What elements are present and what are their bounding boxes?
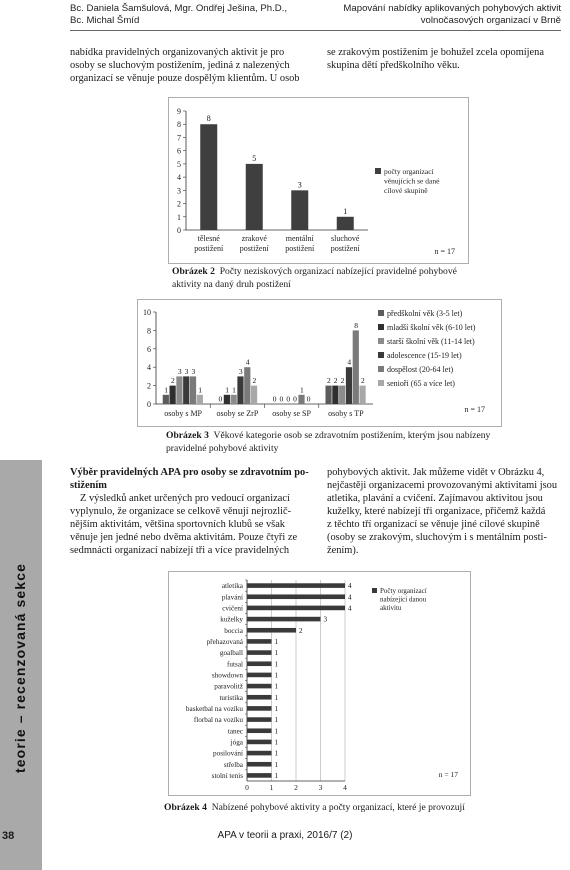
- data-label: 1: [274, 749, 279, 758]
- bar: [247, 751, 272, 756]
- sample-size-note: n = 17: [464, 405, 485, 414]
- x-tick-label: 3: [318, 783, 323, 792]
- figure-4-caption-label: Obrázek 4: [164, 802, 207, 813]
- legend-label: senioři (65 a více let): [387, 379, 455, 388]
- header-authors: [70, 3, 287, 27]
- data-label: 0: [293, 394, 297, 404]
- figure-2-caption: [172, 266, 472, 291]
- data-label: 1: [274, 660, 279, 669]
- header-title-line2: volnočasových organizací v Brně: [420, 15, 561, 26]
- bar: [337, 217, 354, 230]
- bar: [247, 717, 272, 722]
- x-tick-label: 2: [294, 783, 298, 792]
- category-label: osoby se SP: [272, 409, 311, 418]
- legend-label: mladší školní věk (6-10 let): [387, 323, 476, 332]
- bar: [247, 650, 272, 655]
- figure-3-caption-label: Obrázek 3: [166, 430, 209, 441]
- category-label: postižení: [285, 244, 315, 253]
- data-label: 0: [272, 394, 277, 404]
- data-label: 0: [279, 394, 284, 404]
- bar: [247, 639, 272, 644]
- legend-label: starší školní věk (11-14 let): [387, 337, 475, 346]
- bar: [325, 386, 331, 404]
- bar: [224, 395, 230, 404]
- data-label: 4: [348, 593, 352, 602]
- category-label: stolní tenis: [211, 772, 243, 781]
- data-label: 1: [274, 772, 279, 781]
- y-tick-label: 8: [177, 120, 181, 130]
- data-label: 2: [361, 376, 365, 386]
- bar: [183, 376, 189, 404]
- legend-swatch: [378, 310, 384, 316]
- data-label: 1: [274, 727, 279, 736]
- section-sidebar-label: teorie – recenzovaná sekce: [12, 563, 28, 773]
- category-label: basketbal na vozíku: [185, 705, 243, 714]
- sample-size-note: n = 17: [434, 247, 455, 256]
- section-heading-line2: stižením: [70, 480, 107, 491]
- body-right-column: [327, 466, 567, 557]
- legend-label: Počty organizací: [380, 587, 427, 595]
- category-label: futsal: [227, 660, 243, 669]
- intro-left-line: organizací se věnuje pouze dospělým klientům. U osob: [70, 73, 300, 84]
- legend-swatch: [372, 588, 377, 593]
- sample-size-note: n = 17: [438, 770, 458, 779]
- bar: [247, 695, 272, 700]
- data-label: 0: [306, 394, 311, 404]
- bar: [163, 395, 169, 404]
- figure-4-caption: [164, 802, 494, 815]
- bar: [247, 773, 272, 778]
- body-right-line: pohybových aktivit. Jak můžeme vidět v Obrázku 4,: [327, 467, 545, 478]
- category-label: atletika: [221, 582, 243, 591]
- data-label: 3: [323, 615, 328, 624]
- legend-label: dospělost (20-64 let): [387, 365, 454, 374]
- data-label: 2: [340, 376, 345, 386]
- bar: [291, 190, 308, 230]
- data-label: 1: [274, 716, 279, 725]
- figure-3-caption: [166, 430, 506, 455]
- body-right-line: kuželky, které nabízejí tři organizace, přičemž každá: [327, 506, 546, 517]
- y-tick-label: 6: [177, 146, 181, 156]
- bar: [200, 124, 217, 230]
- body-left-column: [70, 466, 310, 557]
- category-label: plavání: [221, 593, 243, 602]
- bar: [231, 395, 237, 404]
- figure-2-caption-label: Obrázek 2: [172, 266, 215, 277]
- body-left-line: sedmnácti organizací nabízejí tři a více pravidelných: [70, 545, 290, 556]
- figure-3-caption-text: Věkové kategorie osob se zdravotním postižením, kterým jsou nabízeny pravidelné pohybové aktivity: [166, 430, 491, 454]
- category-label: postižení: [239, 244, 269, 253]
- legend-label: předškolní věk (3-5 let): [387, 309, 463, 318]
- bar: [247, 673, 272, 678]
- category-label: osoby s MP: [164, 409, 203, 418]
- legend-label: nabízející danou: [380, 595, 427, 604]
- data-label: 5: [252, 153, 257, 163]
- bar: [190, 376, 196, 404]
- body-left-line: věnuje jen jedné nebo dvěma aktivitám. Pouze čtyři ze: [70, 532, 298, 543]
- bar: [246, 164, 263, 230]
- body-left-line: Z výsledků anket určených pro vedoucí organizací: [80, 493, 290, 504]
- y-tick-label: 2: [147, 381, 151, 391]
- category-label: postižení: [194, 244, 224, 253]
- x-tick-label: 4: [343, 783, 347, 792]
- bar: [298, 395, 304, 404]
- intro-left-line: nabídka pravidelných organizovaných aktivit je pro: [70, 47, 285, 58]
- data-label: 1: [343, 206, 348, 216]
- bar: [346, 367, 352, 404]
- legend-swatch: [378, 338, 384, 344]
- body-right-line: žením).: [327, 545, 359, 556]
- category-label: přehazovaná: [206, 638, 243, 647]
- data-label: 1: [274, 638, 279, 647]
- legend-swatch: [378, 380, 384, 386]
- legend-label: cílové skupině: [384, 186, 428, 195]
- data-label: 4: [245, 357, 250, 367]
- intro-left-column: [70, 46, 310, 85]
- bar: [339, 386, 345, 404]
- bar: [244, 367, 250, 404]
- category-label: tanec: [227, 727, 243, 736]
- bar: [247, 661, 272, 666]
- bar: [247, 728, 272, 733]
- y-tick-label: 0: [147, 400, 151, 409]
- category-label: mentální: [285, 234, 314, 243]
- bar: [332, 386, 338, 404]
- header-authors-line2: Bc. Michal Šmíd: [70, 15, 140, 26]
- figure-4-chart: [168, 571, 471, 796]
- data-label: 0: [286, 394, 291, 404]
- category-label: postižení: [330, 244, 360, 253]
- figure-2-chart: [168, 97, 469, 264]
- category-label: sluchové: [331, 234, 360, 243]
- header-title-line1: Mapování nabídky aplikovaných pohybových aktivit: [343, 3, 561, 14]
- bar: [247, 617, 321, 622]
- journal-footer: APA v teorii a praxi, 2016/7 (2): [217, 830, 353, 841]
- legend-swatch: [378, 352, 384, 358]
- y-tick-label: 5: [177, 159, 181, 169]
- data-label: 1: [274, 738, 279, 747]
- legend-label: věnujících se dané: [384, 176, 440, 186]
- category-label: osoby s TP: [328, 409, 364, 418]
- category-label: jóga: [230, 738, 243, 747]
- data-label: 1: [274, 705, 279, 714]
- legend-label: aktivitu: [380, 604, 402, 612]
- data-label: 2: [299, 626, 303, 635]
- header-authors-line1: Bc. Daniela Šamšulová, Mgr. Ondřej Ješina, Ph.D.,: [70, 3, 288, 14]
- y-tick-label: 8: [147, 326, 151, 336]
- category-label: florbal na vozíku: [193, 716, 243, 725]
- data-label: 1: [274, 649, 279, 658]
- intro-right-column: [327, 46, 567, 72]
- y-tick-label: 2: [177, 199, 181, 209]
- category-label: boccia: [224, 626, 243, 635]
- data-label: 1: [274, 760, 279, 769]
- y-tick-label: 1: [177, 212, 181, 222]
- body-left-line: vyplynulo, že organizace se celkově věnují nejrozlič-: [70, 506, 292, 517]
- category-label: střelba: [223, 760, 243, 769]
- data-label: 4: [348, 582, 352, 591]
- header-rule: [70, 30, 561, 31]
- data-label: 2: [333, 376, 338, 386]
- bar: [170, 386, 176, 404]
- bar: [247, 628, 296, 633]
- category-label: tělesné: [197, 234, 220, 243]
- data-label: 1: [232, 385, 236, 395]
- body-right-line: nejčastěji organizacemi provozovanými aktivitami jsou: [327, 480, 558, 491]
- chart-frame: [138, 300, 502, 427]
- data-label: 2: [171, 376, 175, 386]
- data-label: 3: [184, 366, 189, 376]
- bar: [353, 330, 359, 404]
- y-tick-label: 9: [177, 107, 181, 116]
- y-tick-label: 4: [147, 363, 151, 373]
- data-label: 1: [274, 693, 279, 702]
- data-label: 3: [177, 366, 182, 376]
- bar: [247, 762, 272, 767]
- legend-label: adolescence (15-19 let): [387, 351, 462, 360]
- data-label: 1: [225, 385, 230, 395]
- data-label: 1: [299, 385, 304, 395]
- section-heading-line1: Výběr pravidelných APA pro osoby se zdravotním po-: [70, 467, 309, 478]
- x-tick-label: 1: [269, 783, 274, 792]
- data-label: 2: [252, 376, 257, 386]
- legend-label: počty organizací: [384, 167, 434, 176]
- data-label: 1: [274, 671, 279, 680]
- data-label: 4: [348, 604, 352, 613]
- category-label: paravolitž: [214, 682, 243, 691]
- bar: [247, 594, 345, 599]
- data-label: 8: [354, 320, 358, 330]
- figure-3-chart: [137, 299, 502, 427]
- bar: [247, 583, 345, 588]
- body-right-line: atletika, plavání a cvičení. Zajímavou aktivitou jsou: [327, 493, 543, 504]
- category-label: zrakové: [241, 234, 267, 243]
- category-label: posilování: [213, 749, 243, 758]
- data-label: 4: [347, 357, 352, 367]
- y-tick-label: 10: [143, 308, 151, 317]
- data-label: 8: [206, 114, 211, 124]
- y-tick-label: 7: [177, 133, 181, 143]
- data-label: 0: [218, 394, 223, 404]
- data-label: 3: [297, 180, 302, 190]
- figure-4-caption-text: Nabízené pohybové aktivity a počty organizací, které je provozují: [211, 802, 465, 813]
- data-label: 1: [164, 385, 168, 395]
- data-label: 2: [327, 376, 331, 386]
- bar: [197, 395, 203, 404]
- data-label: 3: [191, 366, 196, 376]
- body-right-line: z těchto tří organizací se věnuje jiné cílové skupině: [327, 519, 540, 530]
- category-label: goalball: [219, 649, 243, 658]
- y-tick-label: 3: [177, 186, 181, 196]
- intro-right-line: skupina dětí předškolního věku.: [327, 60, 460, 71]
- intro-left-line: osoby se sluchovým postižením, jediná z nalezených: [70, 60, 290, 71]
- bar: [247, 606, 345, 611]
- bar: [247, 740, 272, 745]
- data-label: 1: [274, 682, 279, 691]
- page-number: 38: [2, 830, 15, 842]
- body-right-line: (osoby se zrakovým, sluchovým i s mentálním posti-: [327, 532, 547, 543]
- legend-swatch: [375, 168, 381, 174]
- bar: [251, 386, 257, 404]
- category-label: kuželky: [220, 615, 243, 624]
- y-tick-label: 6: [147, 344, 151, 354]
- data-label: 1: [198, 385, 202, 395]
- x-tick-label: 0: [245, 783, 249, 792]
- bar: [176, 376, 182, 404]
- data-label: 3: [238, 366, 243, 376]
- category-label: showdown: [211, 671, 243, 680]
- legend-swatch: [378, 324, 384, 330]
- figure-2-caption-text: Počty neziskových organizací nabízející pravidelné pohybové aktivity na daný druh postižení: [172, 266, 457, 290]
- header-title: [343, 3, 561, 27]
- body-left-line: nějším aktivitám, většina sportovních klubů se však: [70, 519, 285, 530]
- intro-right-line: se zrakovým postižením je bohužel zcela opomíjena: [327, 47, 544, 58]
- category-label: turistika: [219, 693, 243, 702]
- bar: [247, 684, 272, 689]
- y-tick-label: 0: [177, 226, 181, 235]
- bar: [237, 376, 243, 404]
- bar: [359, 386, 365, 404]
- legend-swatch: [378, 366, 384, 372]
- category-label: cvičení: [222, 604, 243, 613]
- category-label: osoby se ZrP: [216, 409, 259, 418]
- y-tick-label: 4: [177, 173, 181, 183]
- bar: [247, 706, 272, 711]
